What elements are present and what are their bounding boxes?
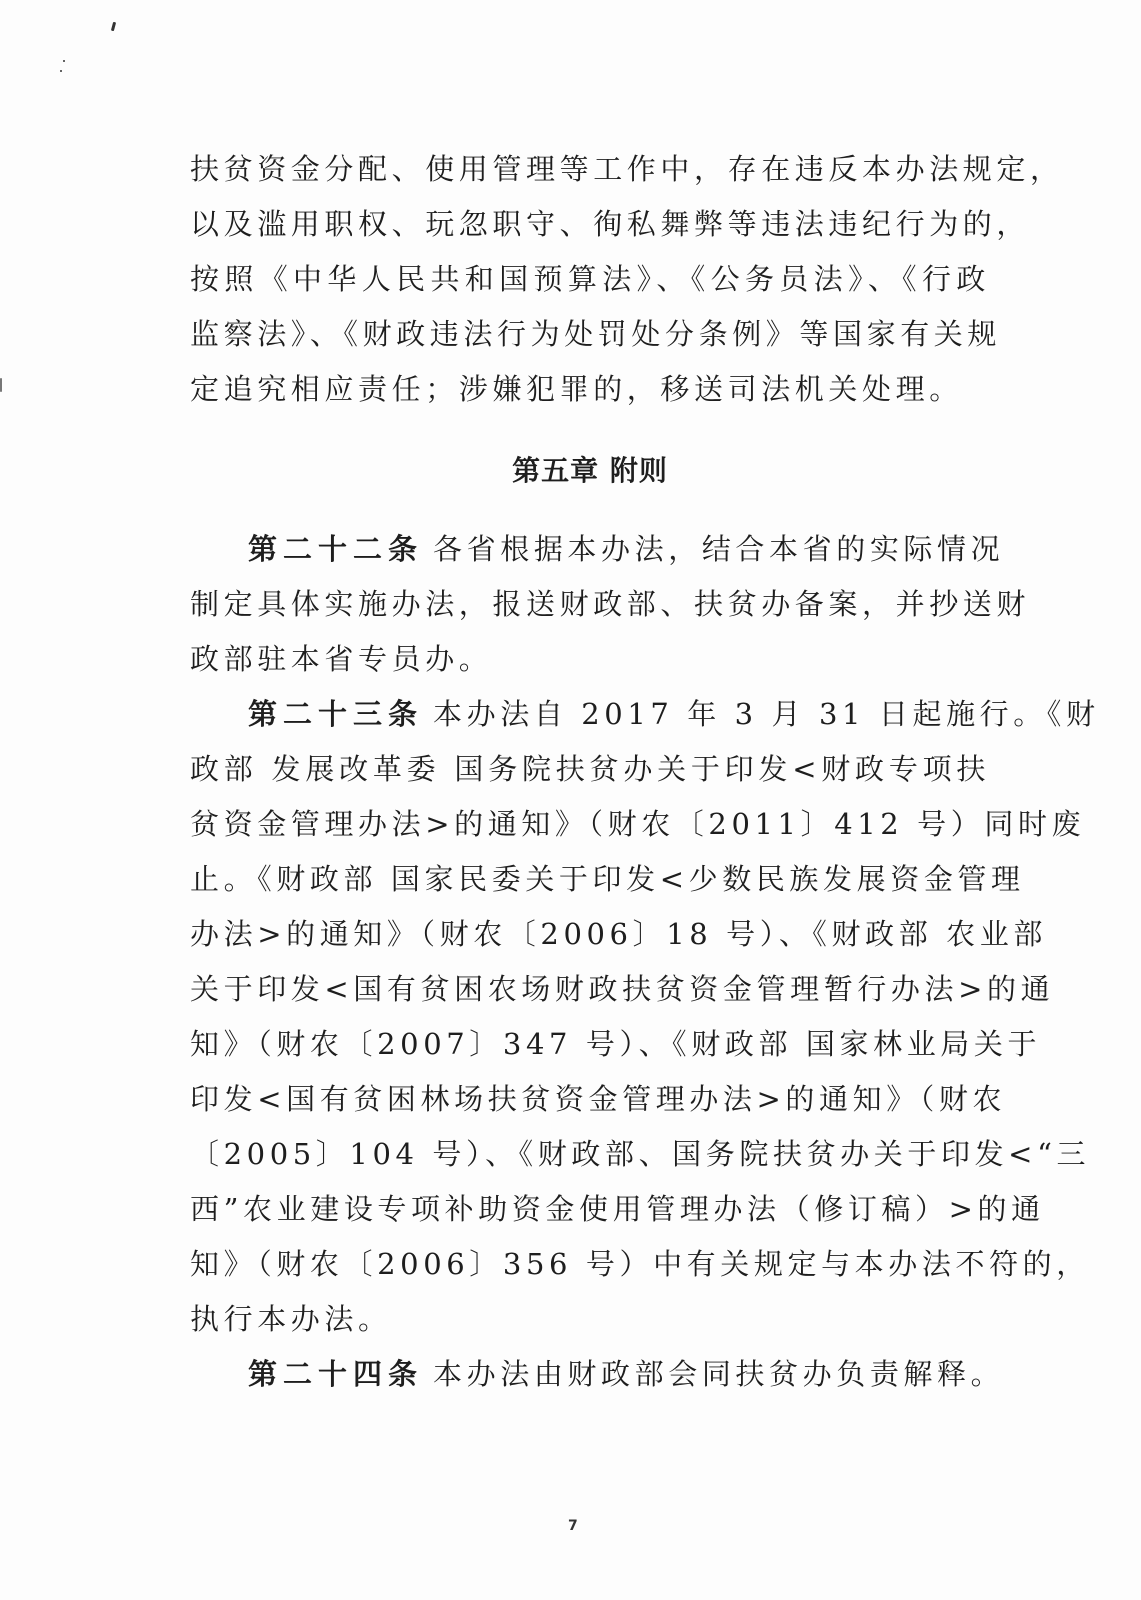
text-line: 政部驻本省专员办。 xyxy=(190,642,493,676)
article-first-line xyxy=(190,1347,1005,1402)
article-label: 第二十二条 xyxy=(248,532,424,566)
scan-mark xyxy=(63,60,65,62)
text-line: 以及滥用职权、玩忽职守、徇私舞弊等违法违纪行为的， xyxy=(190,207,1031,241)
article-text: 各省根据本办法，结合本省的实际情况 xyxy=(433,532,1005,566)
article-first-line xyxy=(190,687,1100,742)
text-line: 关于印发<国有贫困农场财政扶贫资金管理暂行办法>的通 xyxy=(190,972,1055,1006)
article-first-line xyxy=(190,522,1005,577)
text-line: 知》（财农〔2006〕356 号）中有关规定与本办法不符的， xyxy=(190,1247,1090,1281)
text-line: 止。《财政部 国家民委关于印发<少数民族发展资金管理 xyxy=(190,862,1025,896)
text-line: 定追究相应责任；涉嫌犯罪的，移送司法机关处理。 xyxy=(190,372,963,406)
article-label: 第二十三条 xyxy=(248,697,424,731)
text-line: 制定具体实施办法，报送财政部、扶贫办备案，并抄送财 xyxy=(190,587,1031,621)
document-body xyxy=(190,142,1100,1402)
article-22 xyxy=(190,522,1031,687)
article-24 xyxy=(190,1347,1005,1402)
text-line: 执行本办法。 xyxy=(190,1302,392,1336)
text-line: 贫资金管理办法>的通知》（财农〔2011〕412 号）同时废 xyxy=(190,807,1086,841)
article-text: 本办法由财政部会同扶贫办负责解释。 xyxy=(433,1357,1005,1391)
scan-mark xyxy=(60,70,62,72)
article-text: 本办法自 2017 年 3 月 31 日起施行。《财 xyxy=(433,697,1100,731)
text-line: 监察法》、《财政违法行为处罚处分条例》等国家有关规 xyxy=(190,317,1002,351)
continuation-paragraph xyxy=(190,142,1064,417)
article-23 xyxy=(190,687,1100,1347)
text-line: 〔2005〕104 号）、《财政部、国务院扶贫办关于印发<“三 xyxy=(190,1137,1091,1171)
text-line: 知》（财农〔2007〕347 号）、《财政部 国家林业局关于 xyxy=(190,1027,1042,1061)
text-line: 按照《中华人民共和国预算法》、《公务员法》、《行政 xyxy=(190,262,990,296)
scan-mark xyxy=(0,378,2,392)
text-line: 扶贫资金分配、使用管理等工作中，存在违反本办法规定， xyxy=(190,152,1064,186)
text-line: 印发<国有贫困林场扶贫资金管理办法>的通知》（财农 xyxy=(190,1082,1007,1116)
page-number: 7 xyxy=(568,1518,578,1534)
scan-mark xyxy=(111,22,116,31)
chapter-title: 第五章 附则 xyxy=(512,454,668,487)
article-label: 第二十四条 xyxy=(248,1357,424,1391)
text-line: 西”农业建设专项补助资金使用管理办法（修订稿）>的通 xyxy=(190,1192,1045,1226)
text-line: 办法>的通知》（财农〔2006〕18 号）、《财政部 农业部 xyxy=(190,917,1047,951)
text-line: 政部 发展改革委 国务院扶贫办关于印发<财政专项扶 xyxy=(190,752,990,786)
